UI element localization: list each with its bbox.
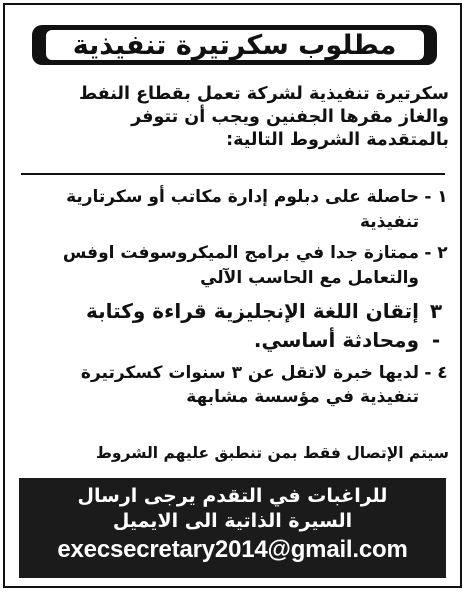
headline-title: مطلوب سكرتيرة تنفيذية bbox=[46, 30, 424, 60]
requirement-item bbox=[17, 297, 449, 355]
requirement-text: تنفيذية bbox=[359, 212, 419, 232]
requirement-text: ومحادثة أساسي. bbox=[253, 328, 419, 352]
intro-line: سكرتيرة تنفيذية لشركة تعمل بقطاع النفط bbox=[78, 84, 449, 104]
email-address: execsecretary2014@gmail.com bbox=[57, 536, 408, 563]
requirement-item bbox=[17, 185, 449, 235]
requirement-text: والتعامل مع الحاسب الآلي bbox=[200, 268, 419, 288]
requirement-number: ٢ - bbox=[424, 243, 448, 263]
requirement-number: ٣ - bbox=[429, 299, 443, 352]
requirement-text: تنفيذية في مؤسسة مشابهة bbox=[186, 387, 419, 407]
requirement-text: لديها خبرة لاتقل عن ٣ سنوات كسكرتيرة bbox=[80, 363, 419, 383]
headline-banner bbox=[32, 25, 437, 65]
contact-note: سيتم الإتصال فقط بمن تنطبق عليهم الشروط bbox=[95, 444, 449, 462]
requirements-list bbox=[17, 185, 449, 415]
requirement-item bbox=[17, 241, 449, 291]
requirement-text: ممتازة جدا في برامج الميكروسوفت اوفس bbox=[62, 243, 419, 263]
apply-instruction: السيرة الذاتية الى الايميل bbox=[112, 510, 353, 532]
apply-instruction: للراغبات في التقدم يرجى ارسال bbox=[77, 485, 388, 507]
job-advertisement bbox=[3, 3, 462, 588]
intro-line: والغاز مقرها الجفنين ويجب أن تتوفر bbox=[131, 107, 449, 127]
intro-line: بالمتقدمة الشروط التالية: bbox=[226, 130, 449, 150]
requirement-number: ٤ - bbox=[424, 363, 448, 383]
requirement-text: إتقان اللغة الإنجليزية قراءة وكتابة bbox=[85, 299, 419, 323]
requirement-item bbox=[17, 361, 449, 409]
requirement-text: حاصلة على دبلوم إدارة مكاتب أو سكرتارية bbox=[66, 187, 419, 207]
application-banner bbox=[19, 478, 446, 578]
intro-paragraph bbox=[15, 83, 449, 152]
requirement-number: ١ - bbox=[424, 187, 448, 207]
top-divider bbox=[21, 173, 445, 175]
